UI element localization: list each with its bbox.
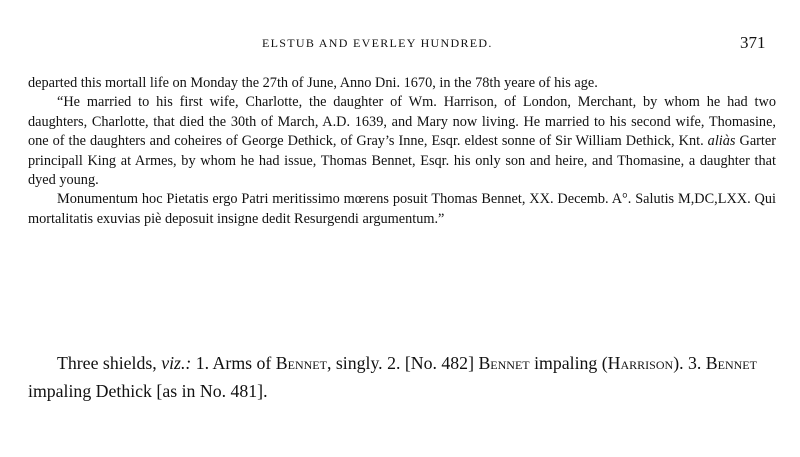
- shields-part: , singly. 2. [No. 482]: [326, 353, 479, 373]
- shields-part: 1. Arms of: [191, 353, 276, 373]
- page-number: 371: [740, 33, 766, 52]
- shields-part: impaling (: [529, 353, 608, 373]
- name-bennet: Bennet: [705, 353, 757, 373]
- shields-viz: viz.:: [161, 353, 192, 373]
- paragraph-marriages: [28, 93, 776, 190]
- paragraph-death: departed this mortall life on Monday the 27th of June, Anno Dni. 1670, in the 78th yeare of his age.: [28, 75, 598, 91]
- shields-paragraph: [28, 349, 776, 405]
- page-header: [0, 33, 800, 56]
- shields-part: impaling Dethick [as in No. 481].: [28, 381, 268, 401]
- alias-word: aliàs: [707, 133, 736, 150]
- name-bennet: Bennet: [275, 353, 327, 373]
- shields-part: Three shields,: [57, 353, 162, 373]
- marriages-text-a: “He married to his first wife, Charlotte, the daughter of Wm. Harrison, of London, Merchant, by whom he had two daughters, Charlotte, that died the 30th of March, A.D. 1639, and Mary now living. He married to his second wife, Thomasine, one of the daughters and coheires of George Dethick, of Gray’s Inne, Esqr. eldest sonne of Sir William Dethick, Knt.: [28, 94, 776, 150]
- name-harrison: Harrison: [607, 353, 674, 373]
- shields-part: ). 3.: [673, 353, 706, 373]
- shields-text: [28, 349, 776, 405]
- running-title: ELSTUB AND EVERLEY HUNDRED.: [262, 36, 493, 50]
- name-bennet: Bennet: [478, 353, 530, 373]
- marriages-text-b: Garter principall King at Armes, by whom he had issue, Thomas Bennet, Esqr. his only son and heire, and Thomasine, a daughter that dyed young.: [28, 133, 776, 189]
- body-text: [28, 74, 776, 229]
- paragraph-latin-inscription: Monumentum hoc Pietatis ergo Patri meritissimo mœrens posuit Thomas Bennet, XX. Decemb. A°. Salutis M,DC,LXX. Qui mortalitatis exuvias piè deposuit insigne dedit Resurgendi argumentum.”: [28, 191, 776, 227]
